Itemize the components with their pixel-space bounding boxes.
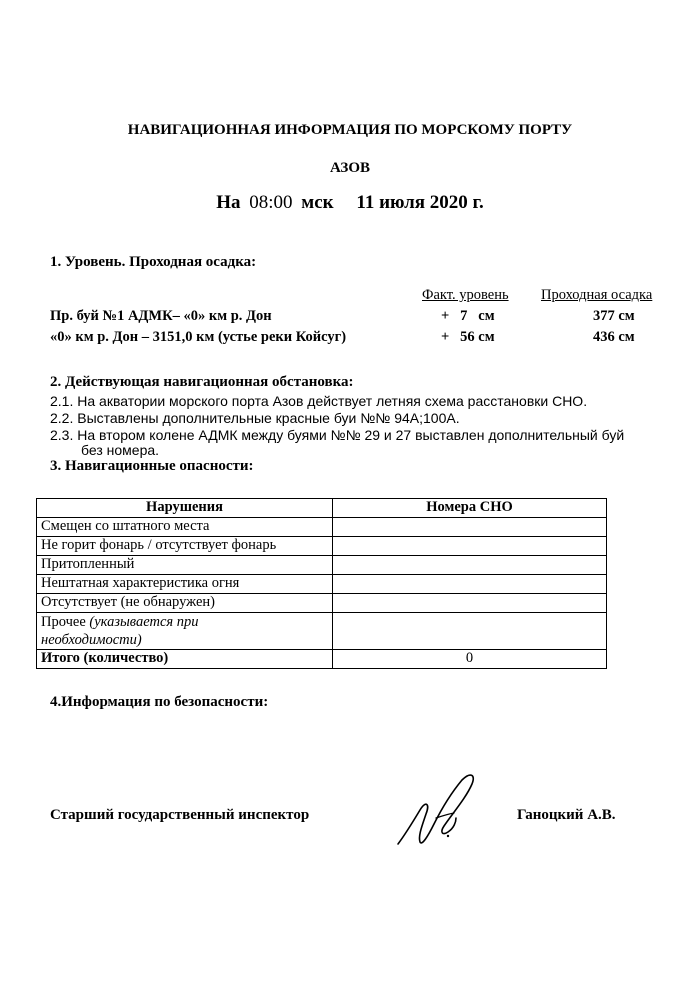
column-header-draft: Проходная осадка: [541, 287, 653, 303]
table-row-other: [37, 613, 607, 650]
violations-table: [36, 498, 607, 669]
table-header-violations: Нарушения: [37, 499, 333, 518]
document-title: НАВИГАЦИОННАЯ ИНФОРМАЦИЯ ПО МОРСКОМУ ПОРТУ: [127, 122, 573, 138]
nav-item-2-3: 2.3. На втором колене АДМК между буями №№ 29 и 27 выставлен дополнительный буй: [50, 427, 625, 443]
date-prefix: На: [216, 192, 241, 213]
level-row-2-location: «0» км р. Дон – 3151,0 км (устье реки Койсуг): [50, 329, 347, 345]
total-label: Итого (количество): [37, 650, 333, 669]
table-cell-violation: Притопленный: [37, 556, 333, 575]
section4-heading: 4.Информация по безопасности:: [50, 694, 269, 710]
report-time: 08:00: [249, 192, 293, 213]
table-row: [37, 594, 607, 613]
other-note: (указывается при: [89, 614, 199, 630]
level-row-2-level: + 56 см: [441, 329, 495, 345]
level-row-1-level: + 7 см: [441, 308, 495, 324]
table-row: [37, 537, 607, 556]
column-header-level: Факт. уровень: [422, 287, 509, 303]
nav-item-2-2: 2.2. Выставлены дополнительные красные буи №№ 94А;100А.: [50, 410, 460, 426]
other-label: Прочее: [41, 614, 86, 630]
table-row-total: [37, 650, 607, 669]
total-value: 0: [333, 650, 607, 669]
inspector-name: Ганоцкий А.В.: [517, 807, 616, 823]
table-row: [37, 556, 607, 575]
table-row: [37, 518, 607, 537]
table-cell-sno: [333, 613, 607, 650]
table-cell-sno: [333, 575, 607, 594]
date-line: [0, 192, 700, 214]
report-date: 11 июля 2020 г.: [356, 192, 484, 213]
section3-heading: 3. Навигационные опасности:: [50, 458, 254, 474]
table-cell-violation: Отсутствует (не обнаружен): [37, 594, 333, 613]
table-cell-violation: Смещен со штатного места: [37, 518, 333, 537]
table-cell-sno: [333, 594, 607, 613]
report-timezone: мск: [301, 192, 334, 213]
table-cell-sno: [333, 556, 607, 575]
inspector-position: Старший государственный инспектор: [50, 807, 310, 823]
level-row-2-draft: 436 см: [593, 329, 635, 345]
table-cell-sno: [333, 537, 607, 556]
nav-item-2-3-continued: без номера.: [81, 442, 160, 458]
nav-item-2-1: 2.1. На акватории морского порта Азов действует летняя схема расстановки СНО.: [50, 393, 588, 409]
table-cell-violation: Нештатная характеристика огня: [37, 575, 333, 594]
port-name: АЗОВ: [329, 160, 371, 176]
table-cell-other: [37, 613, 333, 650]
table-header-sno-numbers: Номера СНО: [333, 499, 607, 518]
signature-image: [390, 770, 500, 850]
section1-heading: 1. Уровень. Проходная осадка:: [50, 254, 257, 270]
level-row-1-location: Пр. буй №1 АДМК– «0» км р. Дон: [50, 308, 272, 324]
section2-heading: 2. Действующая навигационная обстановка:: [50, 374, 354, 390]
table-cell-violation: Не горит фонарь / отсутствует фонарь: [37, 537, 333, 556]
table-cell-sno: [333, 518, 607, 537]
table-row: [37, 575, 607, 594]
other-note-continued: необходимости): [41, 632, 142, 648]
level-row-1-draft: 377 см: [593, 308, 635, 324]
